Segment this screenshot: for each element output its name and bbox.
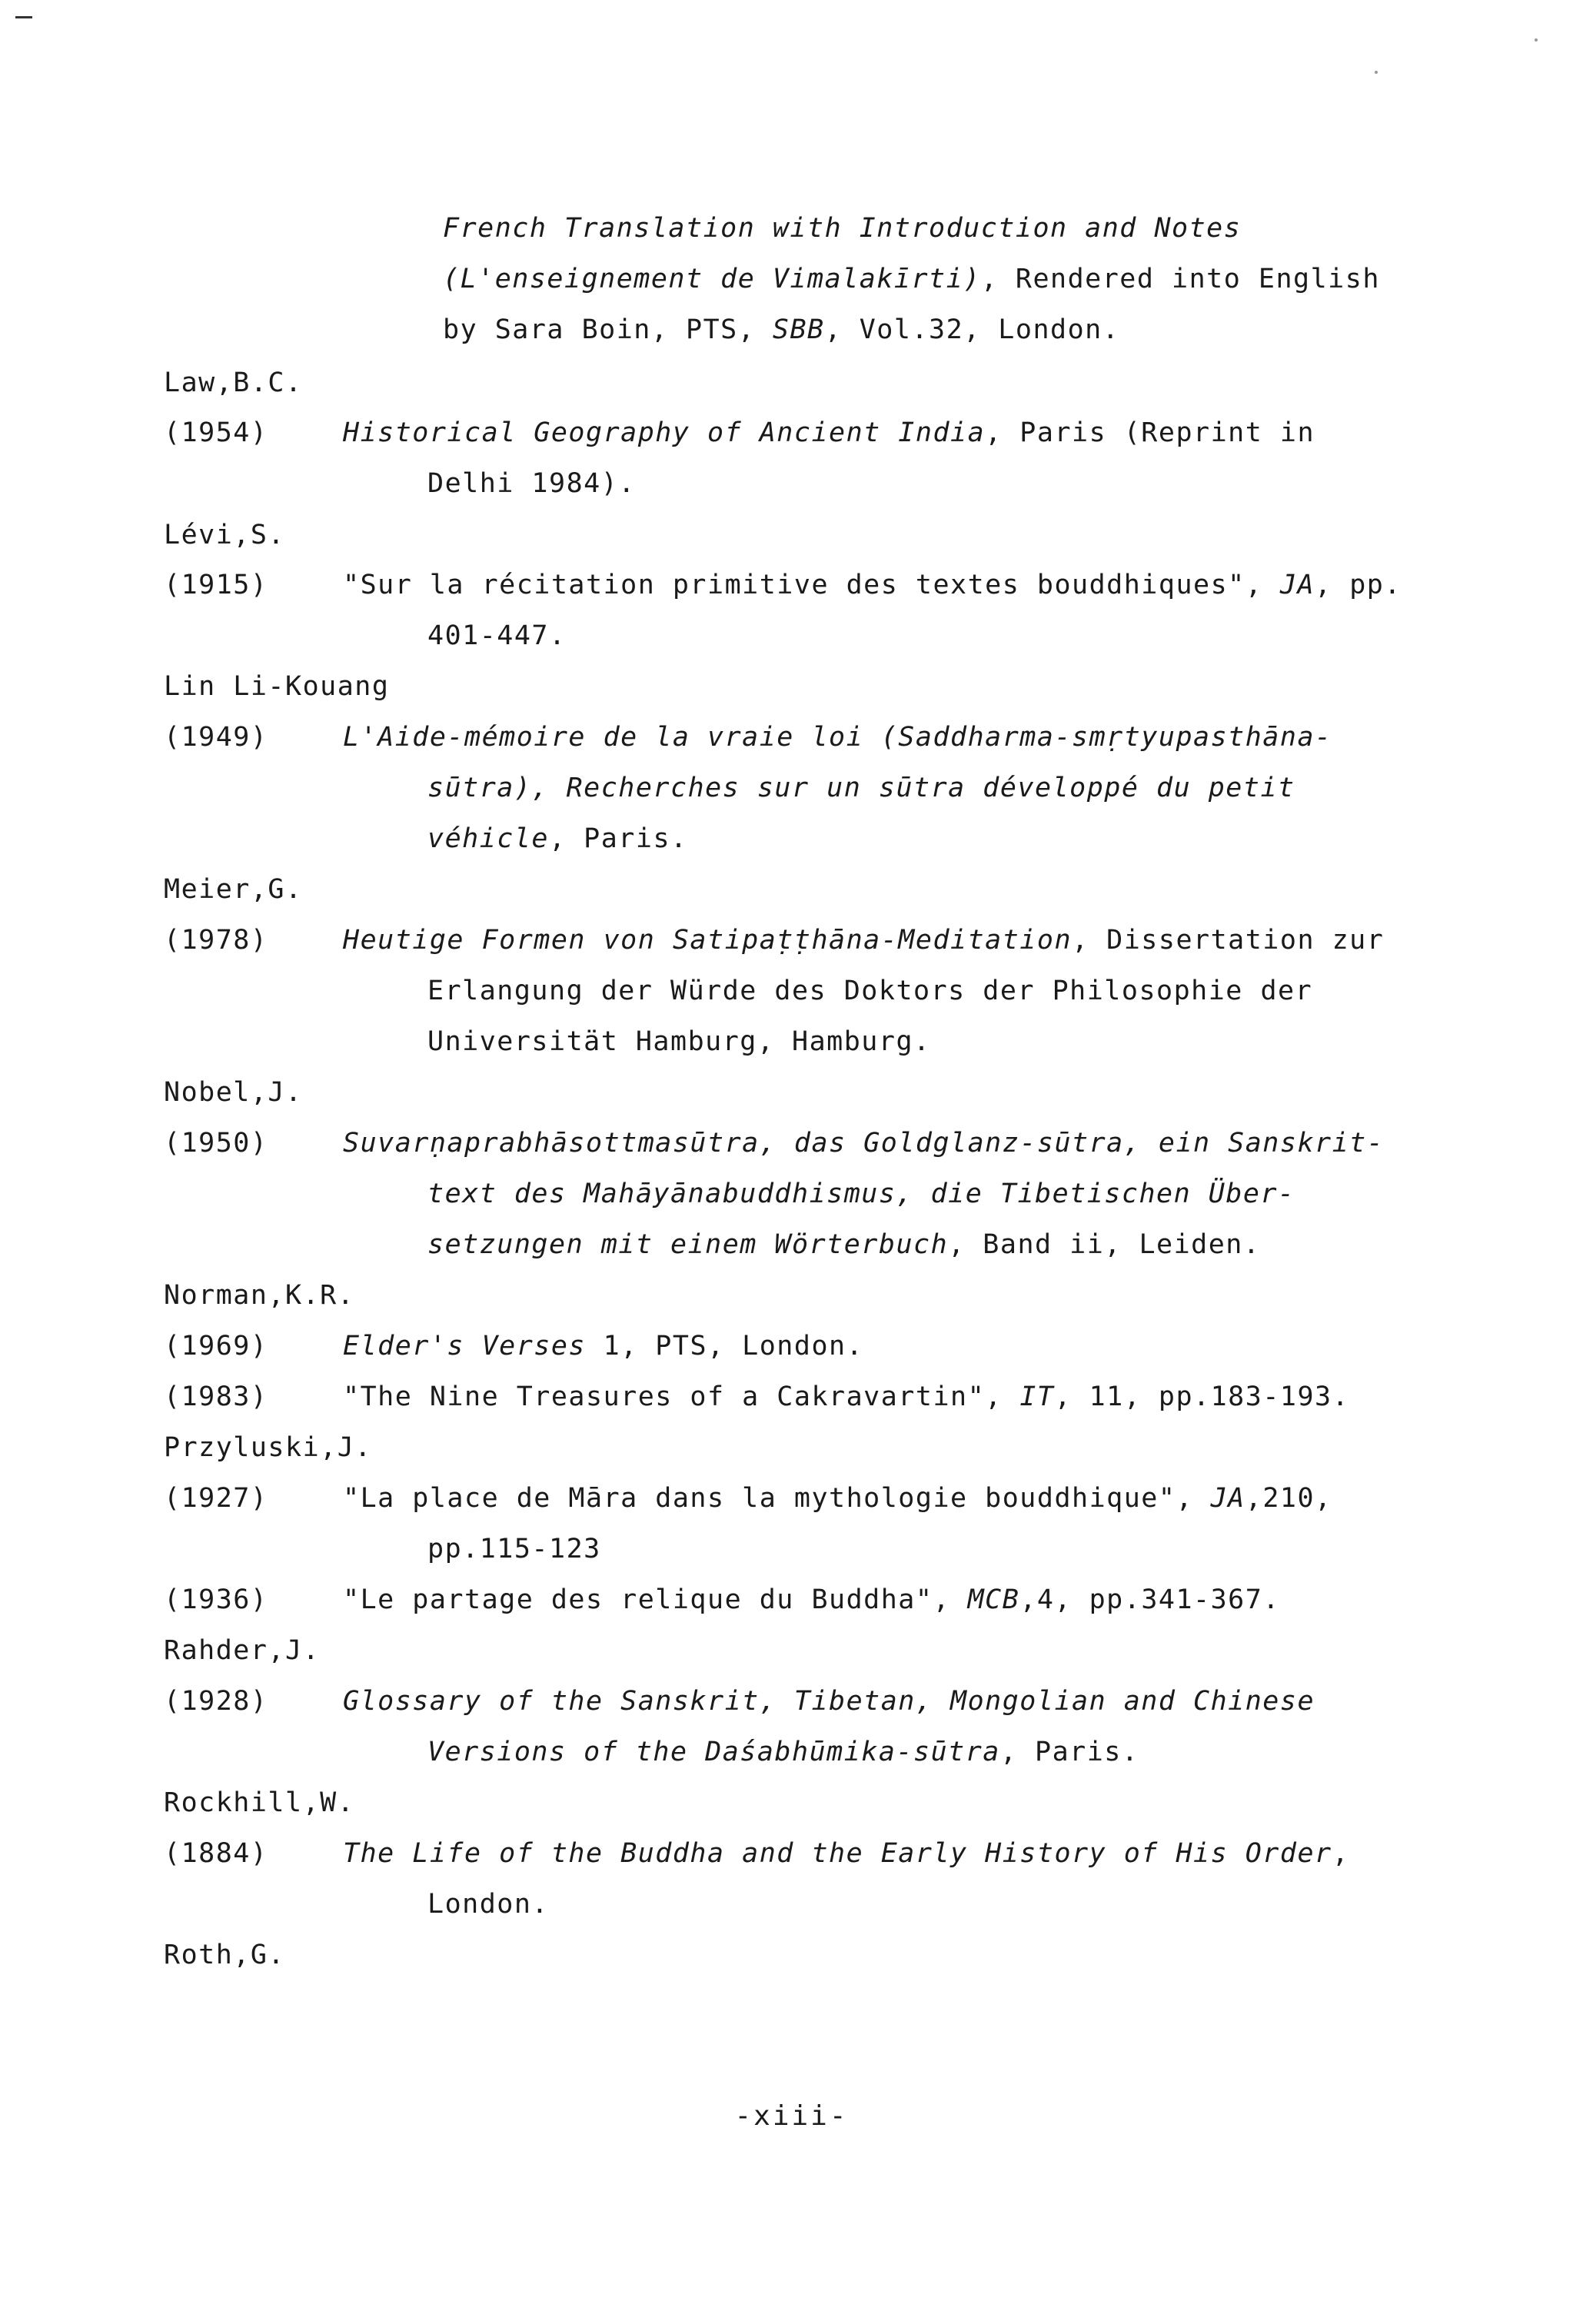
entry-line: Glossary of the Sanskrit, Tibetan, Mongolian and Chinese [343,1686,1315,1717]
entry-line: Historical Geography of Ancient India, Paris (Reprint in [343,417,1315,448]
author-name: Norman,K.R. [164,1280,355,1311]
entry-line: London. [427,1889,550,1920]
entry-year: (1884) [164,1838,268,1869]
author-name: Przyluski,J. [164,1432,372,1463]
author-name: Rockhill,W. [164,1787,355,1818]
entry-line: 401-447. [427,620,567,651]
entry-line: "Le partage des relique du Buddha", MCB,4, pp.341-367. [343,1584,1280,1615]
page-number: -xiii- [734,2100,849,2132]
entry-line: Heutige Formen von Satipaṭṭhāna-Meditation, Dissertation zur [343,925,1385,956]
entry-line: Universität Hamburg, Hamburg. [427,1026,931,1057]
entry-line: Elder's Verses 1, PTS, London. [343,1331,864,1361]
entry-year: (1954) [164,417,268,448]
entry-line: "La place de Māra dans la mythologie bouddhique", JA,210, [343,1483,1332,1514]
entry-line: pp.115-123 [427,1534,601,1564]
entry-year: (1928) [164,1686,268,1717]
author-name: Meier,G. [164,874,303,905]
entry-line: Suvarṇaprabhāsottmasūtra, das Goldglanz-sūtra, ein Sanskrit- [343,1128,1385,1159]
author-name: Law,B.C. [164,367,303,398]
entry-year: (1915) [164,570,268,600]
entry-line: Erlangung der Würde des Doktors der Philosophie der [427,976,1313,1006]
entry-continuation-line: French Translation with Introduction and Notes [443,213,1242,244]
scan-speck [1375,71,1378,74]
entry-line: sūtra), Recherches sur un sūtra développé du petit [427,773,1295,803]
entry-line: The Life of the Buddha and the Early History of His Order, [343,1838,1350,1869]
entry-line: L'Aide-mémoire de la vraie loi (Saddharma-smṛtyupasthāna- [343,722,1332,753]
entry-line: Delhi 1984). [427,468,636,499]
entry-line: "Sur la récitation primitive des textes bouddhiques", JA, pp. [343,570,1402,600]
scan-mark [15,16,32,18]
entry-year: (1936) [164,1584,268,1615]
scan-speck [1535,38,1538,42]
entry-year: (1978) [164,925,268,956]
author-name: Rahder,J. [164,1635,321,1666]
author-name: Roth,G. [164,1940,286,1970]
entry-line: setzungen mit einem Wörterbuch, Band ii, Leiden. [427,1229,1261,1260]
entry-line: text des Mahāyānabuddhismus, die Tibetischen Über- [427,1179,1295,1209]
entry-line: "The Nine Treasures of a Cakravartin", IT, 11, pp.183-193. [343,1381,1350,1412]
entry-year: (1969) [164,1331,268,1361]
entry-line: véhicle, Paris. [427,823,688,854]
entry-year: (1927) [164,1483,268,1514]
entry-continuation-line: by Sara Boin, PTS, SBB, Vol.32, London. [443,314,1120,345]
author-name: Lévi,S. [164,520,286,550]
entry-year: (1949) [164,722,268,753]
entry-line: Versions of the Daśabhūmika-sūtra, Paris. [427,1737,1139,1767]
entry-year: (1950) [164,1128,268,1159]
entry-year: (1983) [164,1381,268,1412]
author-name: Lin Li-Kouang [164,671,390,702]
entry-continuation-line: (L'enseignement de Vimalakīrti), Rendered into English [443,264,1380,294]
author-name: Nobel,J. [164,1077,303,1108]
